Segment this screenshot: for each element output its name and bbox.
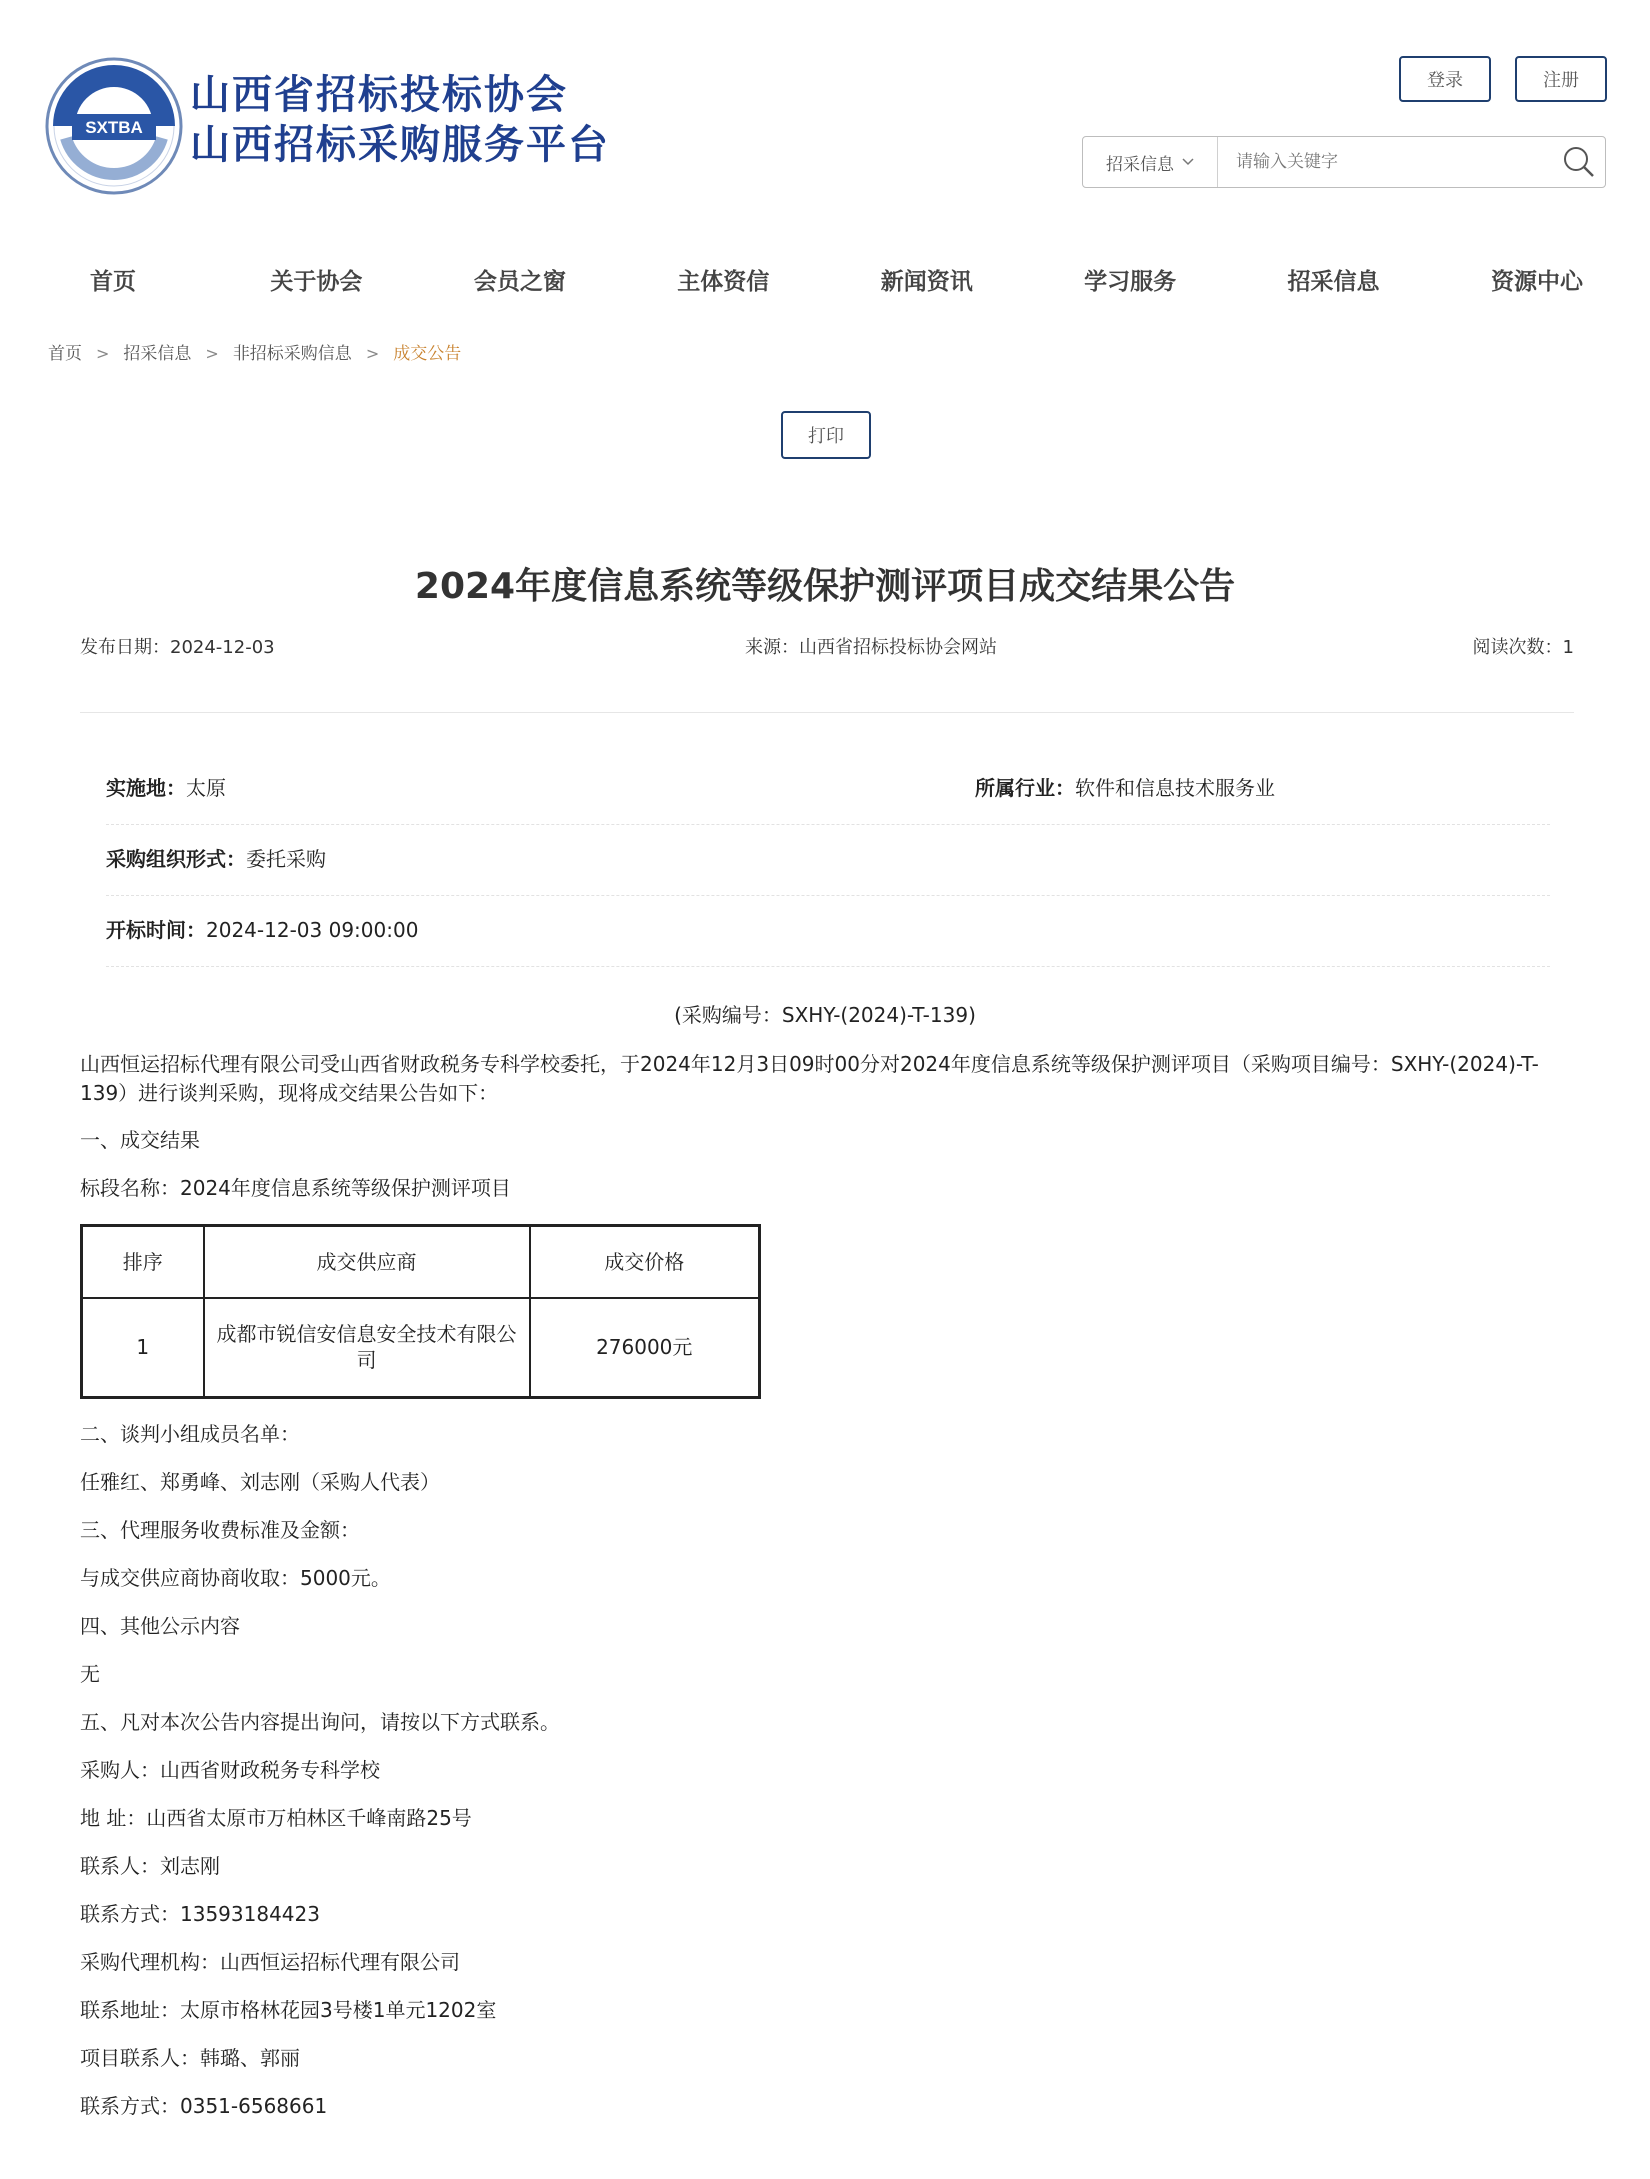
search-category-label: 招采信息	[1106, 154, 1174, 175]
info-procurement-form	[106, 844, 1550, 874]
chevron-right-icon: >	[365, 344, 380, 363]
register-button[interactable]: 注册	[1515, 56, 1607, 102]
sxtba-logo[interactable]	[44, 56, 184, 196]
table-row	[82, 1298, 760, 1398]
result-table	[80, 1224, 761, 1399]
purchaser-phone: 联系方式：13593184423	[80, 1902, 320, 1926]
logo-text: SXTBA	[85, 118, 143, 137]
main-nav	[40, 262, 1610, 302]
agency-phone: 联系方式：0351-6568661	[80, 2094, 328, 2118]
lot-name: 标段名称：2024年度信息系统等级保护测评项目	[80, 1176, 511, 1200]
table-cell-supplier: 成都市锐信安信息安全技术有限公司	[204, 1298, 530, 1398]
info-industry-label: 所属行业：	[975, 776, 1075, 800]
search-button[interactable]	[1553, 137, 1605, 187]
info-form-label: 采购组织形式：	[106, 847, 246, 871]
chevron-down-icon	[1182, 158, 1194, 166]
nav-item-credit[interactable]: 主体资信	[677, 269, 770, 295]
section-1-heading: 一、成交结果	[80, 1128, 200, 1152]
nav-item-learning[interactable]: 学习服务	[1084, 269, 1177, 295]
purchaser-contact: 联系人：刘志刚	[80, 1854, 220, 1878]
purchaser: 采购人：山西省财政税务专科学校	[80, 1758, 380, 1782]
procurement-number: (采购编号：SXHY-(2024)-T-139)	[674, 1003, 976, 1027]
section-4-heading: 四、其他公示内容	[80, 1614, 240, 1638]
table-cell-price: 276000元	[530, 1298, 760, 1398]
chevron-right-icon: >	[205, 344, 219, 363]
site-title[interactable]	[190, 70, 610, 170]
nav-item-home[interactable]: 首页	[90, 269, 136, 295]
info-location-value: 太原	[186, 776, 226, 800]
search-bar	[1082, 136, 1606, 188]
table-header-cell: 成交供应商	[204, 1226, 530, 1298]
panel-members: 任雅红、郑勇峰、刘志刚（采购人代表）	[80, 1470, 440, 1494]
site-header	[0, 0, 1650, 220]
search-icon	[1562, 145, 1596, 179]
site-title-line1: 山西省招标投标协会	[190, 72, 568, 118]
info-location-label: 实施地：	[106, 776, 186, 800]
agency-address: 联系地址：太原市格林花园3号楼1单元1202室	[80, 1998, 497, 2022]
nav-item-members[interactable]: 会员之窗	[473, 269, 566, 295]
chevron-right-icon: >	[96, 344, 110, 363]
section-5-heading: 五、凡对本次公告内容提出询问，请按以下方式联系。	[80, 1710, 560, 1734]
nav-item-procurement[interactable]: 招采信息	[1287, 269, 1380, 295]
publish-date: 发布日期：2024-12-03	[80, 637, 275, 658]
nav-item-resources[interactable]: 资源中心	[1490, 269, 1583, 295]
agency-fee: 与成交供应商协商收取：5000元。	[80, 1566, 391, 1590]
breadcrumb	[48, 340, 461, 368]
procurement-agency: 采购代理机构：山西恒运招标代理有限公司	[80, 1950, 460, 1974]
breadcrumb-non-tender[interactable]: 非招标采购信息	[232, 344, 352, 364]
section-3-heading: 三、代理服务收费标准及金额：	[80, 1518, 360, 1542]
intro-paragraph: 山西恒运招标代理有限公司受山西省财政税务专科学校委托，于2024年12月3日09时00分对2024年度信息系统等级保护测评项目（采购项目编号：SXHY-(2024)-T-139）进行谈判采购，现将成交结果公告如下：	[80, 1052, 1539, 1105]
info-open-time	[106, 915, 1550, 945]
table-cell-rank: 1	[82, 1298, 204, 1398]
site-title-line2: 山西招标采购服务平台	[190, 122, 610, 168]
info-form-value: 委托采购	[246, 847, 326, 871]
login-button[interactable]: 登录	[1399, 56, 1491, 102]
article-source: 来源：山西省招标投标协会网站	[745, 637, 997, 658]
purchaser-address: 地 址：山西省太原市万柏林区千峰南路25号	[80, 1806, 472, 1830]
table-header-row	[82, 1226, 760, 1298]
row-divider	[106, 824, 1550, 825]
breadcrumb-home[interactable]: 首页	[48, 344, 82, 364]
print-button[interactable]: 打印	[781, 411, 871, 459]
breadcrumb-procurement[interactable]: 招采信息	[123, 344, 192, 364]
divider	[80, 712, 1574, 713]
info-industry-value: 软件和信息技术服务业	[1075, 776, 1275, 800]
table-header-cell: 成交价格	[530, 1226, 760, 1298]
nav-item-news[interactable]: 新闻资讯	[880, 269, 973, 295]
row-divider	[106, 895, 1550, 896]
other-content: 无	[80, 1662, 100, 1686]
search-category-select[interactable]	[1083, 137, 1218, 187]
info-time-value: 2024-12-03 09:00:00	[206, 918, 419, 942]
info-industry	[975, 773, 1555, 803]
search-input[interactable]	[1218, 137, 1553, 187]
breadcrumb-current[interactable]: 成交公告	[393, 344, 462, 364]
info-time-label: 开标时间：	[106, 918, 206, 942]
row-divider	[106, 966, 1550, 967]
view-count: 阅读次数：1	[1472, 637, 1574, 658]
table-header-cell: 排序	[82, 1226, 204, 1298]
nav-item-about[interactable]: 关于协会	[270, 269, 363, 295]
section-2-heading: 二、谈判小组成员名单：	[80, 1422, 300, 1446]
project-contacts: 项目联系人：韩璐、郭丽	[80, 2046, 300, 2070]
article-title: 2024年度信息系统等级保护测评项目成交结果公告	[414, 566, 1236, 607]
